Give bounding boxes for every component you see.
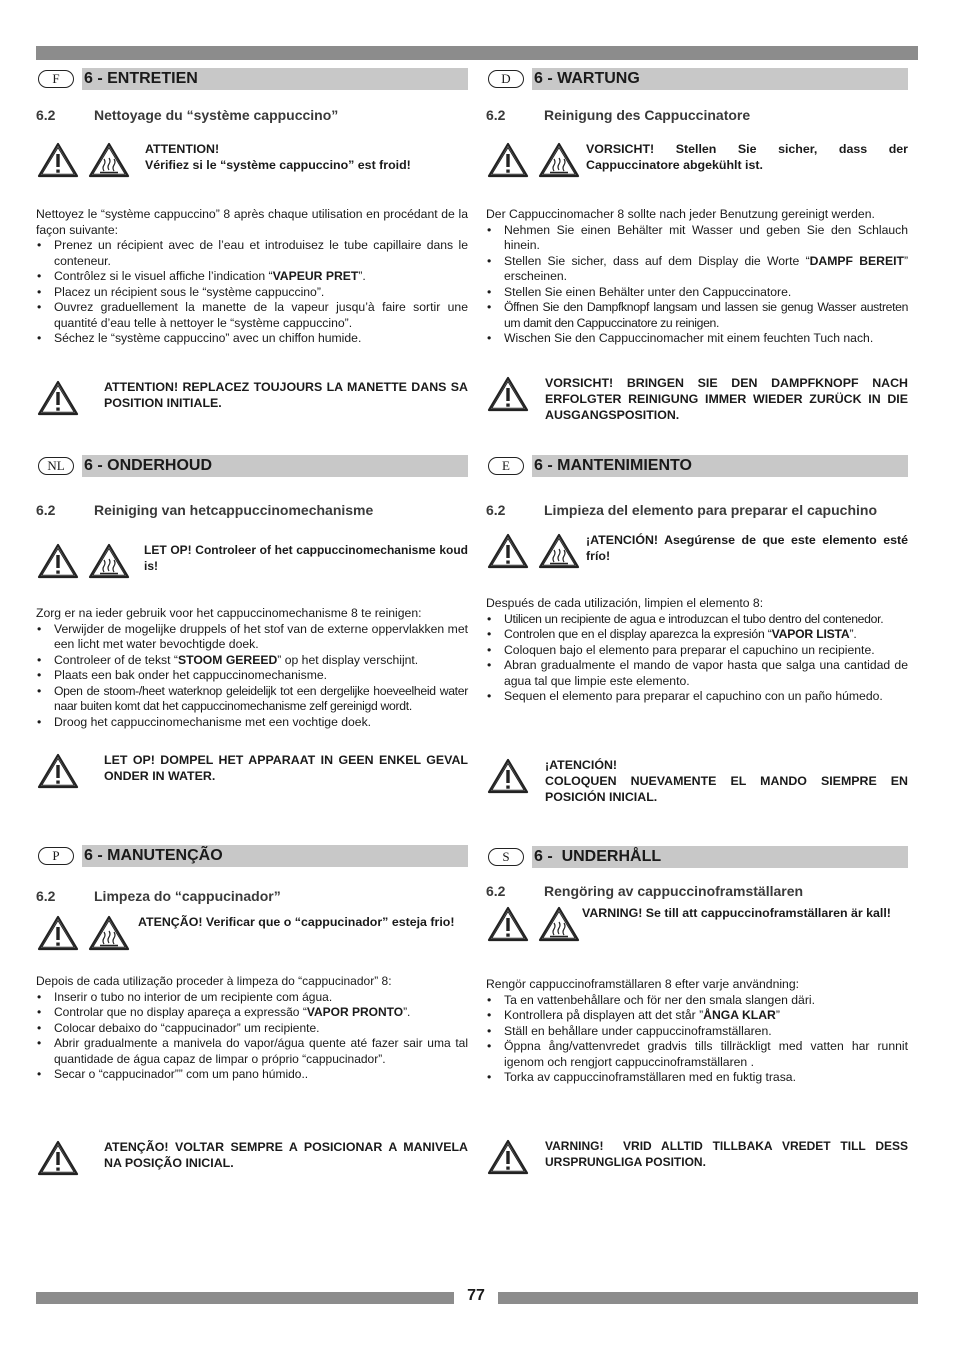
section-header [486, 455, 908, 477]
list-item: • Torka av cappuccinoframställaren med en fuktig trasa. [486, 1070, 908, 1086]
list-item: • Prenez un récipient avec de l’eau et introduisez le tube capillaire dans le conteneur. [36, 238, 468, 269]
list-item: • Ouvrez graduellement la manette de la vapeur jusqu’à faire sortir une quantité d’eau telle à nettoyer le “système cappuccino”. [36, 300, 468, 331]
warning-knob: ATTENTION! REPLACEZ TOUJOURS LA MANETTE DANS SA POSITION INITIALE. [36, 379, 468, 421]
subsection-heading: 6.2 Rengöring av cappuccinoframställaren [486, 883, 804, 899]
warning-knob: VARNING! VRID ALLTID TILLBAKA VREDET TILL DESS URSPRUNGLIGA POSITION. [486, 1138, 908, 1180]
warning-triangle-icon [486, 1138, 530, 1176]
section-header [36, 68, 468, 90]
list-item: • Contrôlez si le visuel affiche l’indication “VAPEUR PRET”. [36, 269, 468, 285]
list-item: • Inserir o tubo no interior de um recipiente com água. [36, 990, 468, 1006]
warning-triangle-icon [486, 532, 530, 570]
section-sv [486, 846, 912, 1180]
list-item: • Utilicen un recipiente de agua e introduzcan el tubo dentro del contenedor. [486, 612, 908, 628]
list-item: • Colocar debaixo do “cappucinador” um recipiente. [36, 1021, 468, 1037]
instructions: Rengör cappuccinoframställaren 8 efter varje användning: • Ta en vattenbehållare och för ner den smala slangen däri. • Kontrollera på displayen att det står ”ÅNGA KLAR” • Ställ en behållare under cappuccinoframställaren. • Öppna ång/vattenvredet gradvis tills tillräckligt med vatten har runnit igenom och rengjort cappuccinoframställaren . • Torka av cappuccinoframställaren med en fuktig trasa. [486, 977, 908, 1086]
warning-triangle-icon [486, 141, 530, 179]
list-item: • Nehmen Sie einen Behälter mit Wasser und geben Sie den Schlauch hinein. [486, 223, 908, 254]
subsection-heading: 6.2 Reinigung des Cappuccinatore [486, 107, 751, 123]
warning-triangle-icon [36, 1139, 80, 1177]
list-item: • Ta en vattenbehållare och för ner den smala slangen däri. [486, 993, 908, 1009]
subsection-heading: 6.2 Limpeza do “cappucinador” [36, 888, 281, 904]
list-item: • Plaats een bak onder het cappuccinomechanisme. [36, 668, 468, 684]
warning-cold: VARNING! Se till att cappuccinoframställaren är kall! [486, 905, 908, 947]
list-item: • Droog het cappuccinomechanisme met een vochtige doek. [36, 715, 468, 731]
language-badge: P [38, 847, 74, 865]
subsection-heading: 6.2 Nettoyage du “système cappuccino” [36, 107, 339, 123]
language-badge: D [488, 70, 524, 88]
warning-triangle-icon [36, 141, 80, 179]
warning-triangle-icon [36, 914, 80, 952]
warning-cold: ATTENTION! Vérifiez si le “système cappuccino” est froid! [36, 141, 468, 183]
hot-surface-icon [537, 532, 581, 570]
section-title: 6 - WARTUNG [532, 68, 908, 90]
hot-surface-icon [87, 542, 131, 580]
instructions: Zorg er na ieder gebruik voor het cappuccinomechanisme 8 te reinigen: • Verwijder de mogelijke druppels of het stof van de externe oppervlakken met een licht met water bevochtigde doek. • Controleer of de tekst “STOOM GEREED” op het display verschijnt. • Plaats een bak onder het cappuccinomechanisme. • Open de stoom-/heet waterknop geleidelijk tot een dergelijke hoeveelheid water naar buiten komt dat het cappuccinomechanisme zelf gereinigd wordt. • Droog het cappuccinomechanisme met een vochtige doek. [36, 606, 468, 730]
list-item: • Öppna ång/vattenvredet gradvis tills tillräckligt med vatten har runnit igenom och rengjort cappuccinoframställaren . [486, 1039, 908, 1070]
warning-cold: LET OP! Controleer of het cappuccinomechanisme koud is! [36, 542, 468, 584]
list-item: • Placez un récipient sous le “système cappuccino”. [36, 285, 468, 301]
top-bar [36, 46, 918, 60]
section-header [36, 845, 468, 867]
section-header [486, 68, 908, 90]
list-item: • Ställ en behållare under cappuccinoframställaren. [486, 1024, 908, 1040]
list-item: • Secar o “cappucinador”” com um pano húmido.. [36, 1067, 468, 1083]
hot-surface-icon [87, 141, 131, 179]
section-title: 6 - MANUTENÇÃO [82, 845, 468, 867]
warning-cold: VORSICHT! Stellen Sie sicher, dass der Cappuccinatore abgekühlt ist. [486, 141, 908, 183]
language-badge: E [488, 457, 524, 475]
section-title: 6 - ONDERHOUD [82, 455, 468, 477]
section-header [36, 455, 468, 477]
bottom-bar-right [498, 1292, 918, 1304]
warning-knob: ¡ATENCIÓN! COLOQUEN NUEVAMENTE EL MANDO SIEMPRE EN POSICIÓN INICIAL. [486, 757, 908, 805]
subsection-heading: 6.2 Limpieza del elemento para preparar el capuchino [486, 502, 877, 518]
warning-cold: ATENÇÃO! Verificar que o “cappucinador” esteja frio! [36, 914, 468, 956]
instructions: Nettoyez le “système cappuccino” 8 après chaque utilisation en procédant de la façon suivante: • Prenez un récipient avec de l’eau et introduisez le tube capillaire dans le conteneur. • Contrôlez si le visuel affiche l’indication “VAPEUR PRET”. • Placez un récipient sous le “système cappuccino”. • Ouvrez graduellement la manette de la vapeur jusqu’à faire sortir une quantité d’eau telle à nettoyer le “système cappuccino”. • Séchez le “système cappuccino” avec un chiffon humide. [36, 207, 468, 347]
list-item: • Verwijder de mogelijke druppels of het stof van de externe oppervlakken met een licht met water bevochtigde doek. [36, 622, 468, 653]
list-item: • Controleer of de tekst “STOOM GEREED” op het display verschijnt. [36, 653, 468, 669]
language-badge: F [38, 70, 74, 88]
warning-triangle-icon [486, 375, 530, 413]
warning-cold: ¡ATENCIÓN! Asegúrense de que este elemento esté frío! [486, 532, 908, 574]
bottom-bar-left [36, 1292, 454, 1304]
warning-triangle-icon [486, 757, 530, 795]
warning-knob: VORSICHT! BRINGEN SIE DEN DAMPFKNOPF NACH ERFOLGTER REINIGUNG IMMER WIEDER ZURÜCK IN DIE AUSGANGSPOSITION. [486, 375, 908, 423]
list-item: • Abran gradualmente el mando de vapor hasta que salga una cantidad de agua tal que limpie este elemento. [486, 658, 908, 689]
hot-surface-icon [537, 905, 581, 943]
section-title: 6 - ENTRETIEN [82, 68, 468, 90]
list-item: • Controlar que no display apareça a expressão “VAPOR PRONTO”. [36, 1005, 468, 1021]
warning-triangle-icon [36, 379, 80, 417]
warning-triangle-icon [486, 905, 530, 943]
list-item: • Open de stoom-/heet waterknop geleidelijk tot een dergelijke hoeveelheid water naar buiten komt dat het cappuccinomechanisme zelf gereinigd wordt. [36, 684, 468, 715]
section-header [486, 846, 908, 868]
list-item: • Stellen Sie einen Behälter unter den Cappuccinatore. [486, 285, 908, 301]
section-de [486, 68, 908, 423]
list-item: • Séchez le “système cappuccino” avec un chiffon humide. [36, 331, 468, 347]
section-nl [36, 455, 468, 794]
warning-triangle-icon [36, 542, 80, 580]
subsection-heading: 6.2 Reiniging van hetcappuccinomechanisme [36, 502, 374, 518]
list-item: • Wischen Sie den Cappuccinomacher mit einem feuchten Tuch nach. [486, 331, 908, 347]
list-item: • Coloquen bajo el elemento para preparar el capuchino un recipiente. [486, 643, 908, 659]
instructions: Depois de cada utilização proceder à limpeza do “cappucinador” 8: • Inserir o tubo no interior de um recipiente com água. • Controlar que no display apareça a expressão “VAPOR PRONTO”. • Colocar debaixo do “cappucinador” um recipiente. • Abrir gradualmente a manivela do vapor/água quente até fazer sair uma tal quantidade de água capaz de limpar o próprio “cappucinador”. • Secar o “cappucinador”” com um pano húmido.. [36, 974, 468, 1083]
section-pt [36, 845, 468, 1181]
language-badge: NL [38, 457, 74, 475]
warning-knob: ATENÇÃO! VOLTAR SEMPRE A POSICIONAR A MANIVELA NA POSIÇÃO INICIAL. [36, 1139, 468, 1181]
instructions: Después de cada utilización, limpien el elemento 8: • Utilicen un recipiente de agua e introduzcan el tubo dentro del contenedor. • Controlen que en el display aparezca la expresión “VAPOR LISTA”. • Coloquen bajo el elemento para preparar el capuchino un recipiente. • Abran gradualmente el mando de vapor hasta que salga una cantidad de agua tal que limpie este elemento. • Sequen el elemento para preparar el capuchino con un paño húmedo. [486, 596, 908, 705]
section-fr [36, 68, 468, 421]
list-item: • Öffnen Sie den Dampfknopf langsam und lassen sie genug Wasser austreten um damit den Cappuccinatore zu reinigen. [486, 300, 908, 331]
hot-surface-icon [537, 141, 581, 179]
section-es [486, 455, 908, 805]
instructions: Der Cappuccinomacher 8 sollte nach jeder Benutzung gereinigt werden. • Nehmen Sie einen Behälter mit Wasser und geben Sie den Schlauch hinein. • Stellen Sie sicher, dass auf dem Display die Worte “DAMPF BEREIT” erscheinen. • Stellen Sie einen Behälter unter den Cappuccinatore. • Öffnen Sie den Dampfknopf langsam und lassen sie genug Wasser austreten um damit den Cappuccinatore zu reinigen. • Wischen Sie den Cappuccinomacher mit einem feuchten Tuch nach. [486, 207, 908, 347]
page-number: 77 [467, 1287, 485, 1304]
language-badge: S [488, 848, 524, 866]
list-item: • Sequen el elemento para preparar el capuchino con un paño húmedo. [486, 689, 908, 705]
section-title: 6 - MANTENIMIENTO [532, 455, 908, 477]
list-item: • Abrir gradualmente a manivela do vapor/água quente até fazer sair uma tal quantidade de água capaz de limpar o próprio “cappucinador”. [36, 1036, 468, 1067]
hot-surface-icon [87, 914, 131, 952]
warning-water: LET OP! DOMPEL HET APPARAAT IN GEEN ENKEL GEVAL ONDER IN WATER. [36, 752, 468, 794]
warning-triangle-icon [36, 752, 80, 790]
list-item: • Kontrollera på displayen att det står ”ÅNGA KLAR” [486, 1008, 908, 1024]
list-item: • Stellen Sie sicher, dass auf dem Display die Worte “DAMPF BEREIT” erscheinen. [486, 254, 908, 285]
section-title: 6 - UNDERHÅLL [532, 846, 908, 868]
list-item: • Controlen que en el display aparezca la expresión “VAPOR LISTA”. [486, 627, 908, 643]
